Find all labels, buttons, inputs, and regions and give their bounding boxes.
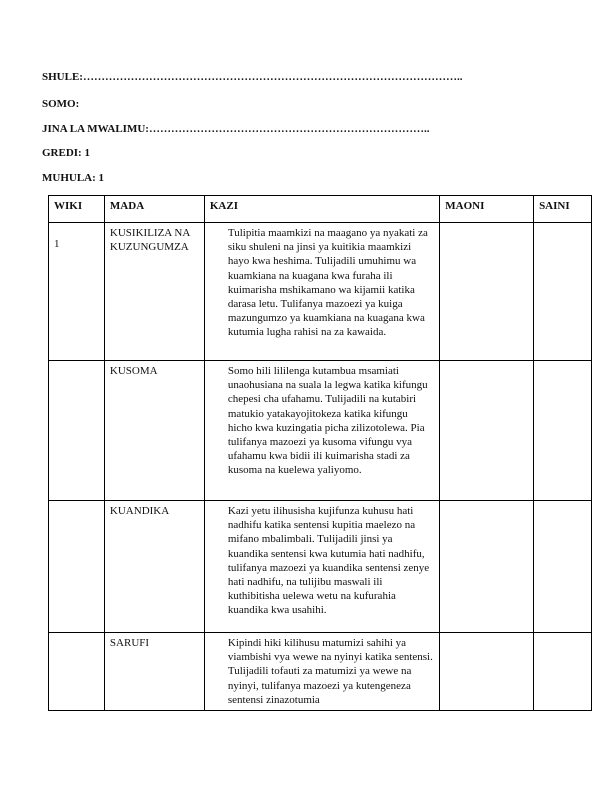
wiki-cell — [49, 361, 105, 501]
shule-field: SHULE:………………………………………………………………………………………….. — [42, 71, 463, 83]
maoni-cell — [440, 223, 534, 361]
wiki-cell: 1 — [49, 223, 105, 361]
mada-cell: KUANDIKA — [104, 501, 204, 633]
saini-cell — [534, 223, 592, 361]
wiki-cell — [49, 501, 105, 633]
kazi-cell: Kipindi hiki kilihusu matumizi sahihi ya viambishi vya wewe na nyinyi katika sentensi. Tulijadili tofauti za matumizi ya wewe na nyinyi, tulifanya mazoezi ya kutengeneza sentensi zinazotumia — [204, 633, 439, 711]
table-row — [49, 223, 592, 361]
column-header-wiki: WIKI — [49, 196, 105, 223]
column-header-mada: MADA — [104, 196, 204, 223]
table-header-row — [49, 196, 592, 223]
table-row — [49, 501, 592, 633]
muhula-field: MUHULA: 1 — [42, 172, 105, 184]
jina-la-mwalimu-field: JINA LA MWALIMU:………………………………………………………………….. — [42, 123, 430, 135]
kazi-cell: Somo hili lililenga kutambua msamiati unaohusiana na suala la legwa katika kifungu chepesi cha ufahamu. Tulijadili na kutabiri matukio yatakayojitokeza katika kifungu hicho kwa kuzingatia picha zilizotolewa. Pia tulifanya mazoezi ya kusoma vifungu vya ufahamu kwa bidii ili kuimarisha stadi za kusoma na kuelewa yaliyomo. — [204, 361, 439, 501]
wiki-cell — [49, 633, 105, 711]
column-header-saini: SAINI — [534, 196, 592, 223]
mada-cell: SARUFI — [104, 633, 204, 711]
column-header-kazi: KAZI — [204, 196, 439, 223]
gredi-field: GREDI: 1 — [42, 147, 90, 159]
somo-field: SOMO: — [42, 98, 80, 110]
maoni-cell — [440, 501, 534, 633]
saini-cell — [534, 361, 592, 501]
saini-cell — [534, 633, 592, 711]
mada-cell: KUSIKILIZA NA KUZUNGUMZA — [104, 223, 204, 361]
maoni-cell — [440, 633, 534, 711]
kazi-cell: Kazi yetu ilihusisha kujifunza kuhusu hati nadhifu katika sentensi kupitia maelezo na mifano mbalimbali. Tulijadili jinsi ya kuandika sentensi kwa kutumia hati nadhifu, tulifanya mazoezi ya kuandika sentensi zenye hati nadhifu, na tulijibu maswali ili kuthibitisha uelewa wetu na kufurahia kuandika kwa usahihi. — [204, 501, 439, 633]
maoni-cell — [440, 361, 534, 501]
saini-cell — [534, 501, 592, 633]
mada-cell: KUSOMA — [104, 361, 204, 501]
table-row — [49, 633, 592, 711]
kazi-cell: Tulipitia maamkizi na maagano ya nyakati za siku shuleni na jinsi ya kuitikia maamkizi hayo kwa heshima. Tulijadili umuhimu wa kuamkiana na kuagana kwa furaha ili kuimarisha mshikamano wa kijamii katika darasa letu. Tulifanya mazoezi ya kuiga mazungumzo ya kuamkiana na kuagana kwa kutumia lugha rahisi na za kawaida. — [204, 223, 439, 361]
column-header-maoni: MAONI — [440, 196, 534, 223]
table-row — [49, 361, 592, 501]
lesson-record-table — [48, 195, 592, 711]
